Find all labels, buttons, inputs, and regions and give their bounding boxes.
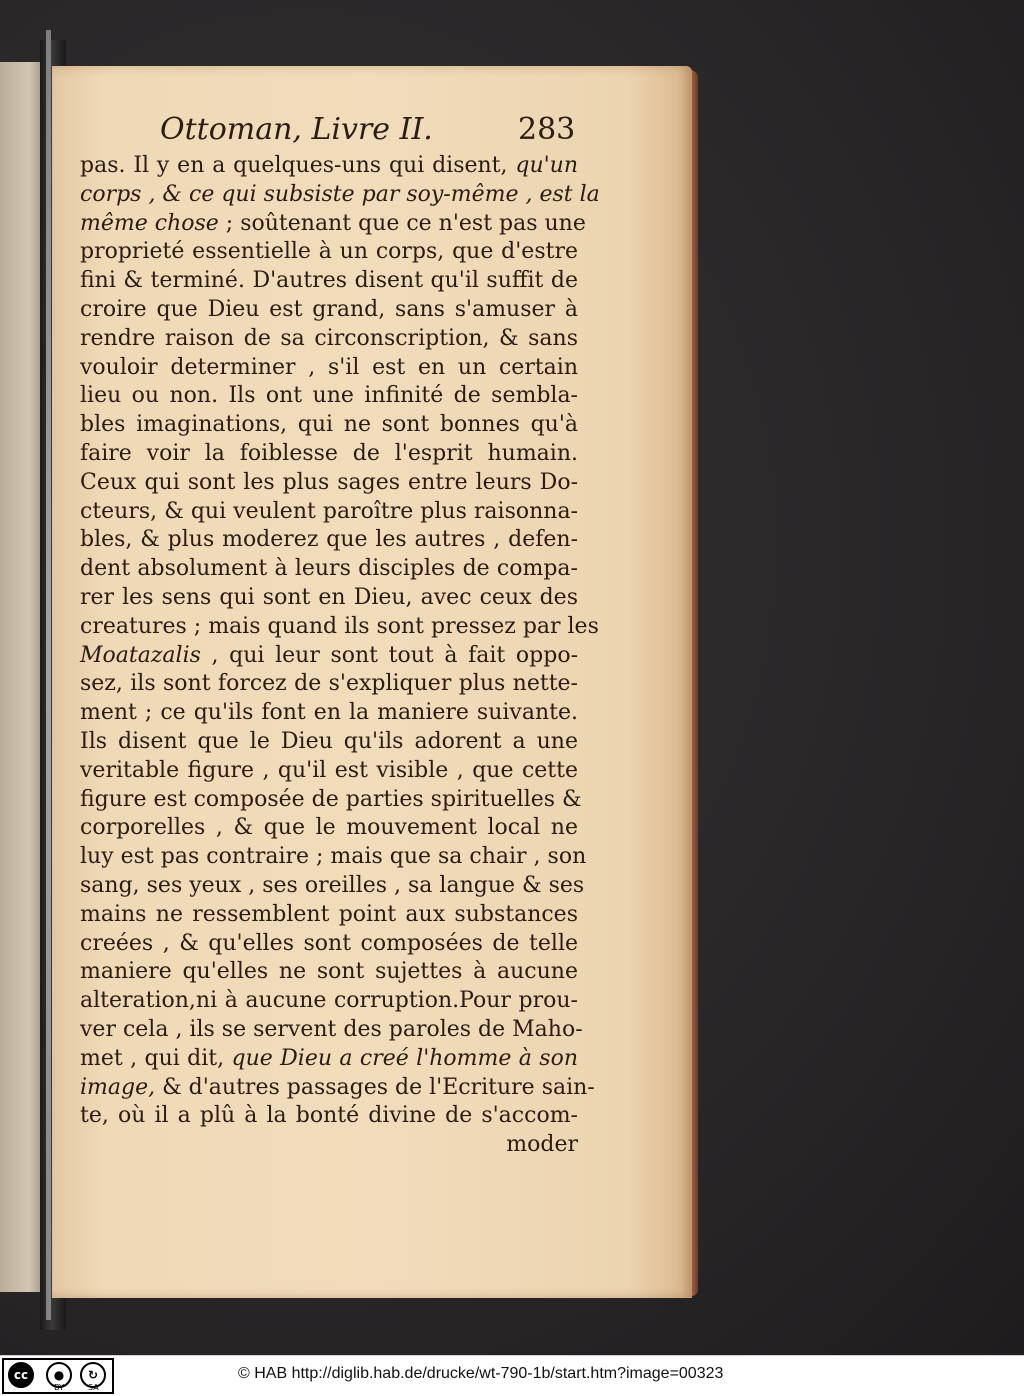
text-line	[80, 584, 578, 613]
text-line	[80, 958, 578, 987]
text-run: cteurs, & qui veulent paroître plus raisonna-	[80, 498, 578, 524]
text-run: proprieté essentielle à un corps, que d'estre	[80, 239, 578, 265]
text-line	[80, 814, 578, 843]
text-line	[80, 526, 578, 555]
sa-label: SA	[88, 1383, 99, 1392]
text-run: creatures ; mais quand ils sont pressez par les	[80, 613, 599, 639]
text-run: corporelles , & que le mouvement local ne	[80, 815, 578, 841]
text-run: Ceux qui sont les plus sages entre leurs Do-	[80, 469, 578, 495]
text-line	[80, 181, 600, 210]
text-run: creées , & qu'elles sont composées de telle	[80, 930, 578, 956]
text-line	[80, 498, 578, 527]
text-line	[80, 411, 578, 440]
text-line	[80, 555, 578, 584]
text-run: Ils disent que le Dieu qu'ils adorent a une	[80, 728, 578, 754]
text-run: faire voir la foiblesse de l'esprit humain.	[80, 440, 578, 466]
text-line	[80, 354, 578, 383]
text-run: dent absolument à leurs disciples de compa-	[80, 556, 578, 582]
text-line	[80, 1074, 595, 1103]
text-run: moder	[506, 1132, 578, 1158]
text-run: ment ; ce qu'ils font en la maniere suivante.	[80, 700, 578, 726]
text-line	[80, 872, 585, 901]
italic-text-run: Moatazalis	[80, 642, 201, 668]
text-line	[80, 642, 578, 671]
italic-text-run: qu'un	[515, 153, 578, 178]
text-run: rer les sens qui sont en Dieu, avec ceux des	[80, 584, 578, 610]
text-run: , qui leur sont tout à fait oppo-	[200, 642, 578, 668]
italic-text-run: que Dieu a creé l'homme à son	[231, 1045, 578, 1071]
text-line	[80, 670, 578, 699]
text-run: vouloir determiner , s'il est en un certain	[80, 354, 578, 380]
text-line	[80, 440, 578, 469]
text-run: croire que Dieu est grand, sans s'amuser à	[80, 296, 578, 322]
text-line	[80, 469, 578, 498]
text-line	[80, 210, 586, 239]
text-run: fini & terminé. D'autres disent qu'il suffit de	[80, 268, 578, 294]
italic-text-run: image,	[80, 1074, 156, 1100]
footer-bar	[0, 1355, 1024, 1396]
text-run: ; soûtenant que ce n'est pas une	[218, 210, 586, 236]
text-run: bles imaginations, qui ne sont bonnes qu'à	[80, 412, 578, 438]
text-line	[80, 843, 587, 872]
page-number: 283	[518, 112, 576, 147]
text-run: pas. Il y en a quelques-uns qui disent,	[80, 153, 516, 178]
text-line	[80, 1102, 578, 1131]
text-line	[80, 613, 599, 642]
text-run: ver cela , ils se servent des paroles de Maho-	[80, 1016, 583, 1042]
body-text	[80, 152, 600, 1160]
text-run: luy est pas contraire ; mais que sa chair , son	[80, 844, 587, 870]
text-run: maniere qu'elles ne sont sujettes à aucune	[80, 959, 578, 985]
running-title: Ottoman, Livre II.	[160, 112, 433, 147]
creative-commons-icon: cc	[8, 1362, 34, 1388]
text-run: mains ne ressemblent point aux substances	[80, 901, 578, 927]
text-line	[80, 238, 578, 267]
italic-text-run: corps , & ce qui subsiste par soy-même , est la	[80, 181, 600, 207]
text-run: veritable figure , qu'il est visible , que cette	[80, 757, 578, 783]
text-line	[80, 267, 578, 296]
text-line	[80, 987, 578, 1016]
attribution-icon: ●	[46, 1362, 72, 1388]
share-alike-icon: ↻	[80, 1362, 106, 1388]
page-header	[160, 112, 600, 156]
text-line	[80, 152, 578, 181]
text-line	[80, 699, 578, 728]
by-label: BY	[54, 1383, 64, 1392]
text-run: sez, ils sont forcez de s'expliquer plus nette-	[80, 671, 578, 697]
text-run: te, où il a plû à la bonté divine de s'accom-	[80, 1103, 578, 1129]
text-run: alteration,ni à aucune corruption.Pour prou-	[80, 988, 578, 1014]
text-line	[80, 296, 578, 325]
text-run: sang, ses yeux , ses oreilles , sa langue & ses	[80, 872, 585, 898]
text-line	[80, 1045, 578, 1074]
italic-text-run: même chose	[80, 210, 219, 236]
text-line	[80, 757, 578, 786]
text-run: bles, & plus moderez que les autres , defen-	[80, 527, 578, 553]
text-line	[80, 325, 578, 354]
text-line	[80, 1016, 583, 1045]
text-line	[80, 901, 578, 930]
text-run: lieu ou non. Ils ont une infinité de sembla-	[80, 383, 578, 409]
text-run: & d'autres passages de l'Ecriture sain-	[155, 1074, 595, 1100]
previous-page-bleed-text	[6, 212, 42, 1092]
text-run: rendre raison de sa circonscription, & sans	[80, 325, 578, 351]
source-credit-link[interactable]: © HAB http://diglib.hab.de/drucke/wt-790-1b/start.htm?image=00323	[238, 1365, 724, 1382]
text-line	[80, 930, 578, 959]
spine-highlight	[46, 30, 51, 1320]
text-line	[80, 786, 582, 815]
cc-license-badge[interactable]	[2, 1358, 114, 1394]
text-line	[80, 728, 578, 757]
text-run: met , qui dit,	[80, 1045, 232, 1071]
text-run: figure est composée de parties spirituelles &	[80, 786, 582, 812]
text-line	[80, 1131, 578, 1160]
text-line	[80, 382, 578, 411]
